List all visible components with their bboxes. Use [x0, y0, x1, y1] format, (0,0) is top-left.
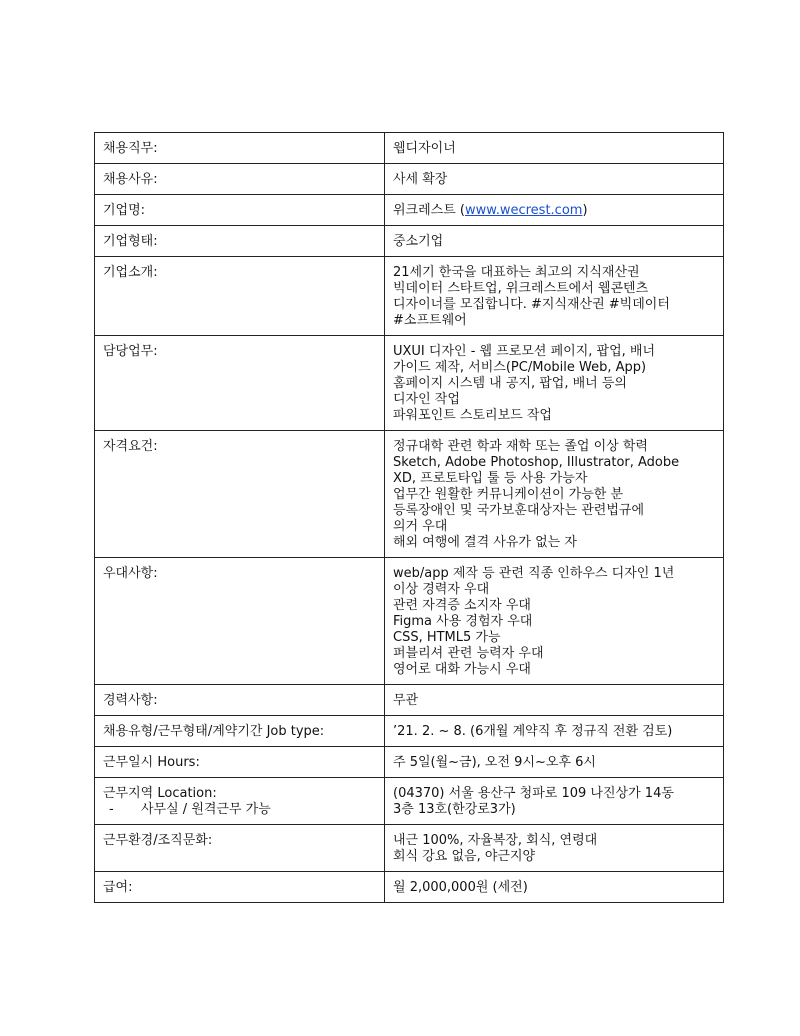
label-work-environment: 근무환경/조직문화:: [95, 825, 385, 872]
row-company-name: [95, 195, 724, 226]
label-salary: 급여:: [95, 872, 385, 903]
label-duties: 담당업무:: [95, 336, 385, 431]
label-preferences: 우대사항:: [95, 558, 385, 685]
label-company-name: 기업명:: [95, 195, 385, 226]
value-company-type: 중소기업: [385, 226, 724, 257]
label-job-type: 채용유형/근무형태/계약기간 Job type:: [95, 716, 385, 747]
value-hiring-reason: 사세 확장: [385, 164, 724, 195]
row-work-environment: [95, 825, 724, 872]
job-posting-table: [94, 132, 724, 903]
label-location: 근무지역 Location: - 사무실 / 원격근무 가능: [95, 778, 385, 825]
row-hours: [95, 747, 724, 778]
value-hours: 주 5일(월~금), 오전 9시~오후 6시: [385, 747, 724, 778]
label-hours: 근무일시 Hours:: [95, 747, 385, 778]
location-sub-item: [103, 802, 376, 818]
row-hiring-reason: [95, 164, 724, 195]
row-company-type: [95, 226, 724, 257]
label-experience: 경력사항:: [95, 685, 385, 716]
label-hiring-reason: 채용사유:: [95, 164, 385, 195]
value-company-intro: 21세기 한국을 대표하는 최고의 지식재산권 빅데이터 스타트업, 위크레스트에서 웹콘텐츠 디자이너를 모집합니다. #지식재산권 #빅데이터 #소프트웨어: [385, 257, 724, 336]
value-requirements: 정규대학 관련 학과 재학 또는 졸업 이상 학력 Sketch, Adobe Photoshop, Illustrator, Adobe XD, 프로토타입 툴 등 사용 가능자 업무간 원활한 커뮤니케이션이 가능한 분 등록장애인 및 국가보훈대상자는 관련법규에 의거 우대 해외 여행에 결격 사유가 없는 자: [385, 431, 724, 558]
value-company-name: [385, 195, 724, 226]
value-preferences: web/app 제작 등 관련 직종 인하우스 디자인 1년 이상 경력자 우대 관련 자격증 소지자 우대 Figma 사용 경험자 우대 CSS, HTML5 가능 퍼블리셔 관련 능력자 우대 영어로 대화 가능시 우대: [385, 558, 724, 685]
location-sub-text: 사무실 / 원격근무 가능: [141, 802, 271, 817]
value-job-title: 웹디자이너: [385, 133, 724, 164]
list-dash: -: [109, 802, 114, 817]
company-website-link[interactable]: www.wecrest.com: [465, 203, 583, 218]
row-preferences: [95, 558, 724, 685]
row-job-title: [95, 133, 724, 164]
value-location: (04370) 서울 용산구 청파로 109 나진상가 14동 3층 13호(한강로3가): [385, 778, 724, 825]
row-job-type: [95, 716, 724, 747]
row-company-intro: [95, 257, 724, 336]
company-name-suffix: ): [582, 203, 588, 218]
value-duties: UXUI 디자인 - 웹 프로모션 페이지, 팝업, 배너 가이드 제작, 서비스(PC/Mobile Web, App) 홈페이지 시스템 내 공지, 팝업, 배너 등의 디자인 작업 파워포인트 스토리보드 작업: [385, 336, 724, 431]
label-job-title: 채용직무:: [95, 133, 385, 164]
row-experience: [95, 685, 724, 716]
value-job-type: ’21. 2. ~ 8. (6개월 계약직 후 정규직 전환 검토): [385, 716, 724, 747]
label-company-intro: 기업소개:: [95, 257, 385, 336]
label-requirements: 자격요건:: [95, 431, 385, 558]
value-experience: 무관: [385, 685, 724, 716]
row-location: [95, 778, 724, 825]
row-requirements: [95, 431, 724, 558]
row-duties: [95, 336, 724, 431]
value-salary: 월 2,000,000원 (세전): [385, 872, 724, 903]
company-name-text: 위크레스트 (: [393, 203, 465, 218]
row-salary: [95, 872, 724, 903]
label-company-type: 기업형태:: [95, 226, 385, 257]
value-work-environment: 내근 100%, 자율복장, 회식, 연령대 회식 강요 없음, 야근지양: [385, 825, 724, 872]
